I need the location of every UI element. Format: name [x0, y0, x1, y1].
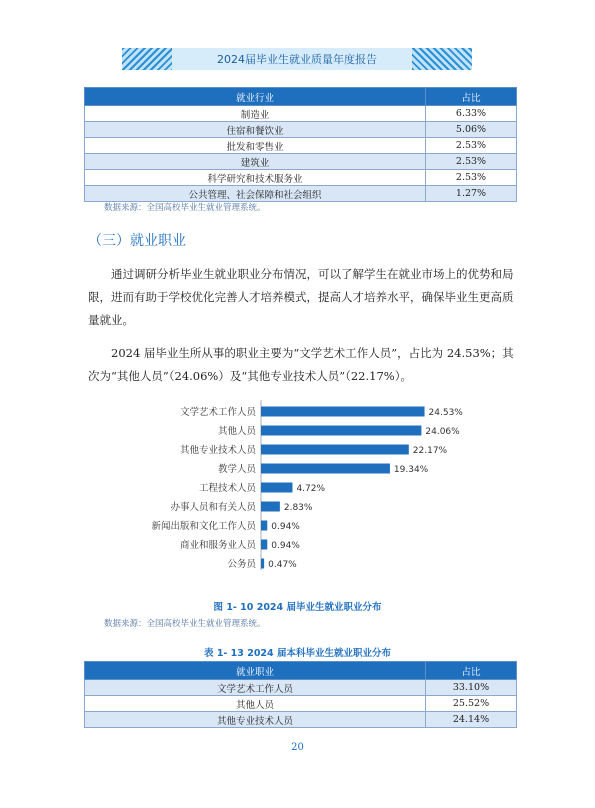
figure-caption: 图 1- 10 2024 届毕业生就业职业分布 [213, 602, 382, 613]
category-label: 工程技术人员 [198, 483, 256, 494]
category-label: 其他专业技术人员 [179, 445, 256, 456]
table-cell: 25.52% [426, 696, 517, 712]
bar [261, 407, 425, 417]
table-cell: 建筑业 [85, 154, 426, 170]
table-row [85, 170, 517, 186]
table-row [85, 106, 517, 122]
category-label: 其他人员 [217, 426, 256, 437]
header-title: 2024届毕业生就业质量年度报告 [217, 53, 377, 66]
table-cell: 2.53% [426, 154, 517, 170]
table-cell: 文学艺术工作人员 [85, 680, 426, 696]
bar [261, 426, 421, 436]
table-row [85, 680, 517, 696]
table-cell: 1.27% [426, 186, 517, 202]
paragraph-summary: 2024 届毕业生所从事的职业主要为“文学艺术工作人员”，占比为 24.53%；其次为“其他人员”（24.06%）及“其他专业技术人员”（22.17%）。 [88, 346, 514, 383]
bar [261, 502, 280, 512]
table-cell: 制造业 [85, 106, 426, 122]
data-source-note: 数据来源：全国高校毕业生就业管理系统。 [104, 619, 266, 629]
category-label: 公务员 [227, 559, 256, 570]
data-source-note: 数据来源：全国高校毕业生就业管理系统。 [104, 203, 266, 213]
column-header: 就业行业 [85, 88, 426, 106]
value-label: 4.72% [296, 484, 326, 494]
category-label: 文学艺术工作人员 [179, 407, 256, 418]
table-row [85, 186, 517, 202]
value-label: 0.47% [268, 560, 297, 570]
table-header-row [85, 88, 517, 106]
table-cell: 6.33% [426, 106, 517, 122]
table-cell: 5.06% [426, 122, 517, 138]
header-banner [122, 48, 472, 70]
category-label: 教学人员 [217, 464, 256, 475]
table-cell: 住宿和餐饮业 [85, 122, 426, 138]
table-cell: 其他专业技术人员 [85, 712, 426, 728]
table-cell: 2.53% [426, 170, 517, 186]
section-heading: （三）就业职业 [88, 233, 186, 249]
bar [261, 521, 267, 531]
table-header-row [85, 662, 517, 680]
table-row [85, 122, 517, 138]
table-cell: 批发和零售业 [85, 138, 426, 154]
table-cell: 2.53% [426, 138, 517, 154]
table-cell: 科学研究和技术服务业 [85, 170, 426, 186]
bar [261, 540, 267, 550]
value-label: 22.17% [412, 446, 448, 456]
paragraph-intro: 通过调研分析毕业生就业职业分布情况，可以了解学生在就业市场上的优势和局限，进而有助于学校优化完善人才培养模式，提高人才培养水平，确保毕业生更高质量就业。 [88, 267, 514, 327]
table-row [85, 696, 517, 712]
value-label: 0.94% [271, 522, 300, 532]
page-number: 20 [291, 742, 304, 753]
industry-table [84, 87, 517, 202]
table-row [85, 138, 517, 154]
table-row [85, 154, 517, 170]
bar [261, 483, 292, 493]
table-caption: 表 1- 13 2024 届本科毕业生就业职业分布 [204, 648, 391, 659]
bar [261, 464, 390, 474]
column-header: 占比 [426, 88, 517, 106]
table-cell: 公共管理、社会保障和社会组织 [85, 186, 426, 202]
bar [261, 559, 264, 569]
value-label: 2.83% [283, 503, 313, 513]
category-label: 新闻出版和文化工作人员 [151, 521, 256, 532]
column-header: 就业职业 [85, 662, 426, 680]
table-cell: 33.10% [426, 680, 517, 696]
category-label: 办事人员和有关人员 [170, 502, 256, 513]
category-label: 商业和服务业人员 [179, 540, 256, 551]
table-cell: 24.14% [426, 712, 517, 728]
value-label: 24.53% [428, 408, 463, 418]
table-cell: 其他人员 [85, 696, 426, 712]
bar [261, 445, 409, 455]
occupation-bar-chart [140, 398, 480, 570]
value-label: 19.34% [393, 465, 429, 475]
table-row [85, 712, 517, 728]
value-label: 0.94% [271, 541, 300, 551]
column-header: 占比 [426, 662, 517, 680]
occupation-table [84, 661, 517, 728]
value-label: 24.06% [425, 427, 460, 437]
